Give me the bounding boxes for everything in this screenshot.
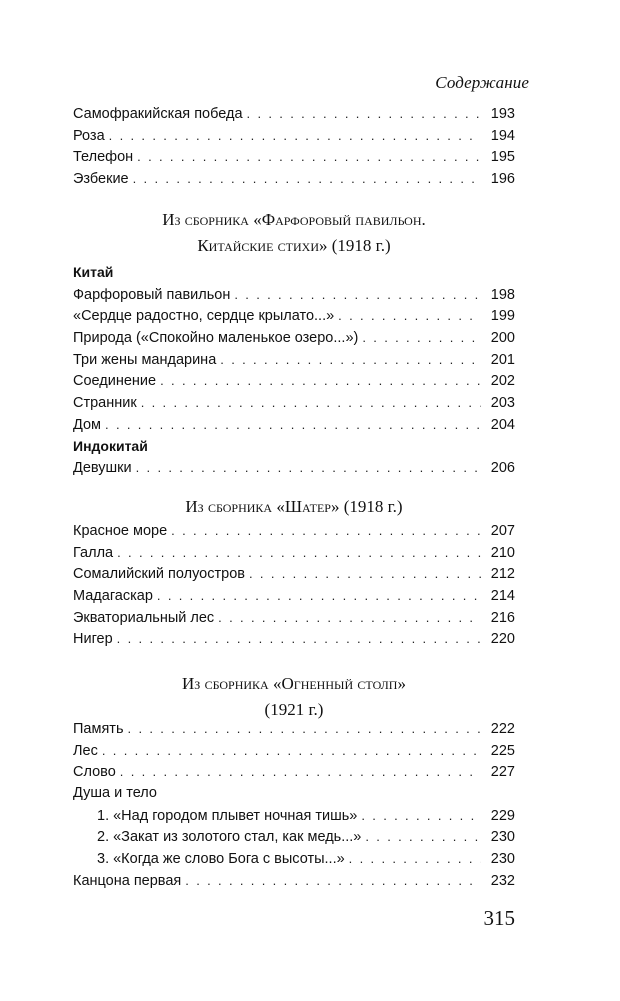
toc-entry[interactable] xyxy=(73,761,515,783)
toc-entry-title: Сомалийский полуостров xyxy=(73,566,245,583)
toc-entry-page: 222 xyxy=(490,721,515,737)
toc-entry[interactable] xyxy=(73,305,515,327)
toc-entry[interactable] xyxy=(73,542,515,564)
toc-entry-page: 207 xyxy=(490,523,515,539)
dot-leader xyxy=(249,563,481,585)
dot-leader xyxy=(136,457,481,479)
toc-entry-title: Красное море xyxy=(73,523,168,539)
toc-entry-page: 225 xyxy=(490,742,515,759)
toc-entry-title: Нигер xyxy=(73,631,113,648)
toc-entry-page: 195 xyxy=(490,149,515,166)
toc-entry[interactable] xyxy=(73,103,515,125)
toc-entry[interactable] xyxy=(73,125,515,147)
dot-leader xyxy=(220,349,481,371)
dot-leader xyxy=(128,718,481,740)
toc-entry[interactable] xyxy=(73,146,515,168)
dot-leader xyxy=(349,848,481,870)
toc-entry-page: 212 xyxy=(490,566,515,583)
toc-entry-page: 227 xyxy=(490,764,515,781)
toc-entry-page: 230 xyxy=(490,829,515,846)
toc-entry-page: 194 xyxy=(490,127,515,144)
toc-entry[interactable] xyxy=(73,168,515,190)
toc-entry-page: 210 xyxy=(490,544,515,561)
toc-entry[interactable] xyxy=(73,392,515,414)
dot-leader xyxy=(105,414,481,436)
toc-entry-page: 198 xyxy=(490,286,515,303)
toc-entry-title: 1. «Над городом плывет ночная тишь» xyxy=(97,807,358,824)
dot-leader xyxy=(157,585,481,607)
toc-entry-title: Фарфоровый павильон xyxy=(73,286,231,303)
toc-entry-title: Лес xyxy=(73,742,98,759)
toc-entry-page: 201 xyxy=(490,351,515,368)
dot-leader xyxy=(109,125,481,147)
dot-leader xyxy=(117,542,481,564)
section-heading-line: (1921 г.) xyxy=(264,700,324,719)
toc-entry-title: Галла xyxy=(73,544,114,561)
toc-entry[interactable] xyxy=(73,370,515,392)
toc-entry-title: 2. «Закат из золотого стал, как медь...» xyxy=(97,829,362,846)
toc-entry[interactable] xyxy=(73,628,515,650)
toc-entry[interactable] xyxy=(73,284,515,306)
toc-entry-title: Самофракийская победа xyxy=(73,106,243,122)
toc-entry-page: 206 xyxy=(490,460,515,477)
dot-leader xyxy=(338,305,481,327)
toc-entry-page: 220 xyxy=(490,631,515,648)
toc-entry-title: Дом xyxy=(73,416,102,433)
toc-entry-title: Роза xyxy=(73,127,105,144)
toc-entry-page: 199 xyxy=(490,308,515,325)
toc-group-china xyxy=(73,262,515,479)
dot-leader xyxy=(362,327,481,349)
toc-entry-page: 203 xyxy=(490,395,515,412)
toc-entry[interactable] xyxy=(73,607,515,629)
toc-entry-title: Телефон xyxy=(73,149,134,166)
section-heading-line: Из сборника «Огненный столп» xyxy=(182,674,406,693)
toc-group-tent xyxy=(73,520,515,650)
dot-leader xyxy=(365,826,481,848)
toc-entry[interactable] xyxy=(73,718,515,740)
dot-leader xyxy=(137,146,481,168)
toc-entry-page: 229 xyxy=(490,807,515,824)
dot-leader xyxy=(361,805,481,827)
dot-leader xyxy=(171,520,481,542)
toc-entry-title: Эзбекие xyxy=(73,171,129,188)
toc-entry[interactable] xyxy=(73,805,515,827)
toc-entry-page: 193 xyxy=(490,106,515,122)
toc-entry-title: Экваториальный лес xyxy=(73,609,215,626)
toc-entry-title: Три жены мандарина xyxy=(73,351,217,368)
subheading-indochina: Индокитай xyxy=(73,437,148,454)
toc-entry[interactable] xyxy=(73,520,515,542)
toc-entry[interactable] xyxy=(73,349,515,371)
toc-entry[interactable] xyxy=(73,848,515,870)
toc-entry-page: 216 xyxy=(490,609,515,626)
toc-entry-title: 3. «Когда же слово Бога с высоты...» xyxy=(97,851,345,868)
toc-entry-title: Память xyxy=(73,721,124,737)
section-heading-tent xyxy=(73,494,515,520)
toc-entry-heading[interactable]: Душа и тело xyxy=(73,785,157,802)
toc-entry[interactable] xyxy=(73,563,515,585)
toc-entry-page: 232 xyxy=(490,872,515,889)
running-head: Содержание xyxy=(435,73,529,92)
dot-leader xyxy=(247,103,481,125)
section-heading-line: Из сборника «Фарфоровый павильон. xyxy=(162,210,426,229)
section-heading-line: Из сборника «Шатер» (1918 г.) xyxy=(185,497,403,516)
dot-leader xyxy=(117,628,481,650)
toc-entry-title: Девушки xyxy=(73,460,132,477)
toc-entry-page: 196 xyxy=(490,171,515,188)
dot-leader xyxy=(185,870,481,892)
toc-entry[interactable] xyxy=(73,327,515,349)
toc-entry-page: 230 xyxy=(490,851,515,868)
toc-group-1 xyxy=(73,103,515,190)
toc-entry-page: 202 xyxy=(490,373,515,390)
toc-entry-title: Слово xyxy=(73,764,116,781)
toc-entry[interactable] xyxy=(73,414,515,436)
toc-entry[interactable] xyxy=(73,457,515,479)
section-heading-fiery-pillar xyxy=(73,671,515,723)
toc-entry-title: Странник xyxy=(73,395,137,412)
dot-leader xyxy=(133,168,481,190)
toc-group-fiery-pillar xyxy=(73,718,515,892)
toc-entry-title: Канцона первая xyxy=(73,872,182,889)
toc-entry[interactable] xyxy=(73,870,515,892)
dot-leader xyxy=(234,284,481,306)
subheading-china: Китай xyxy=(73,264,114,280)
toc-entry[interactable] xyxy=(73,585,515,607)
page-number: 315 xyxy=(483,906,515,930)
dot-leader xyxy=(218,607,481,629)
toc-entry-page: 204 xyxy=(490,416,515,433)
toc-entry-title: Соединение xyxy=(73,373,157,390)
toc-entry-title: Мадагаскар xyxy=(73,588,153,605)
section-heading-line: Китайские стихи» (1918 г.) xyxy=(197,236,391,255)
toc-entry-page: 214 xyxy=(490,588,515,605)
dot-leader xyxy=(102,740,481,762)
toc-entry-title: Природа («Спокойно маленькое озеро...») xyxy=(73,330,359,347)
toc-entry-title: «Сердце радостно, сердце крылато...» xyxy=(73,308,335,325)
section-heading-porcelain-pavilion xyxy=(73,207,515,259)
dot-leader xyxy=(120,761,481,783)
toc-entry[interactable] xyxy=(73,740,515,762)
dot-leader xyxy=(160,370,481,392)
toc-entry[interactable] xyxy=(73,826,515,848)
toc-entry-page: 200 xyxy=(490,330,515,347)
dot-leader xyxy=(141,392,481,414)
